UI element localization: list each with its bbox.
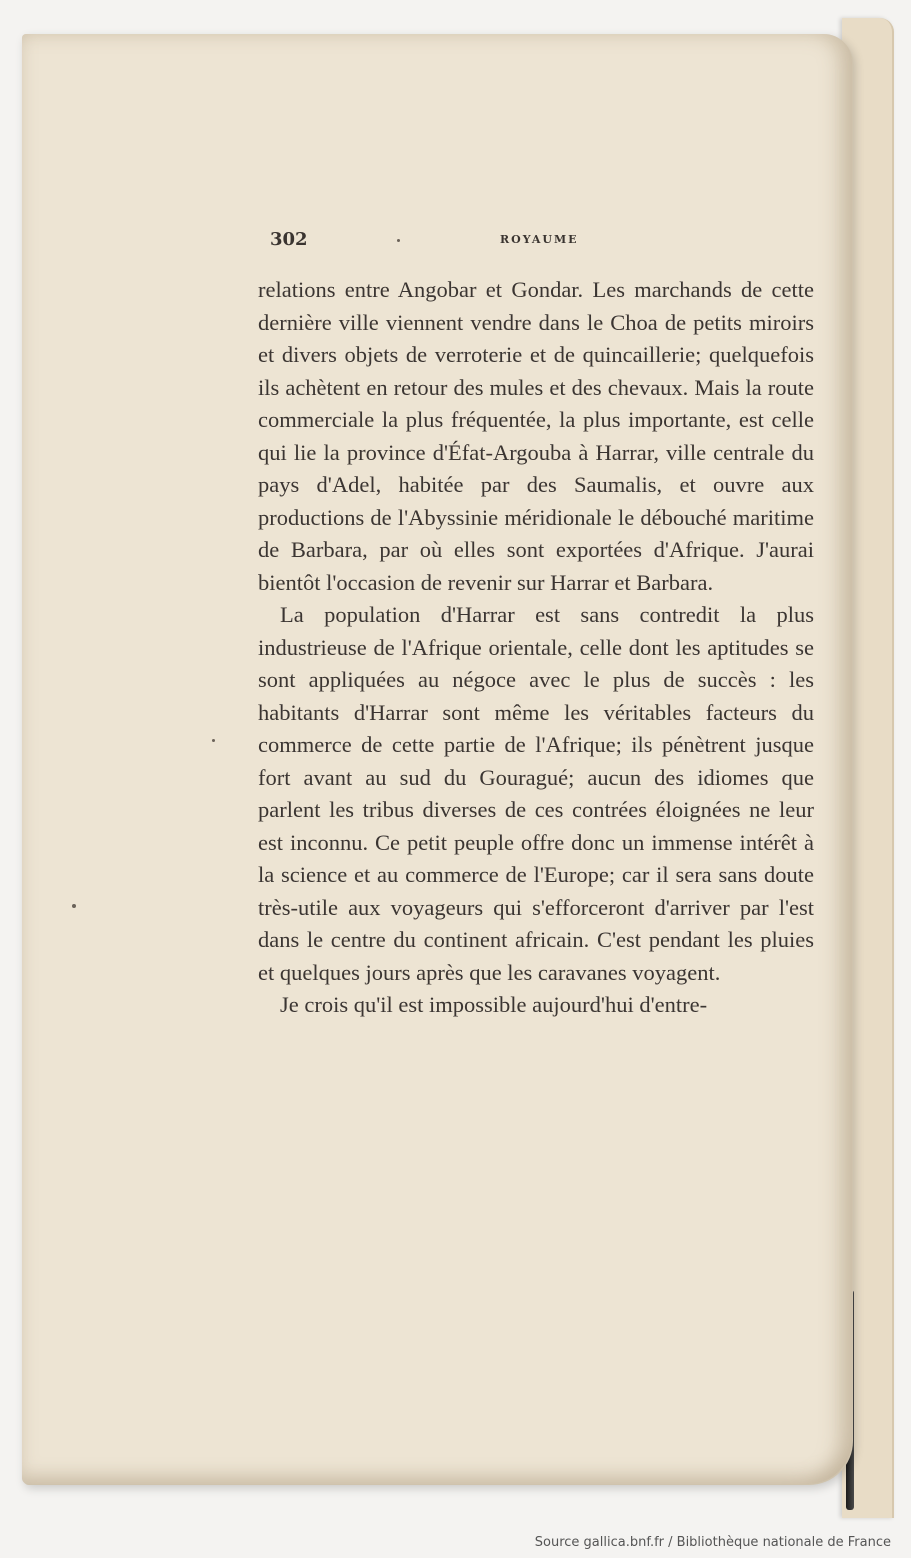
body-text — [258, 274, 814, 1022]
book-page — [22, 34, 852, 1484]
paper-speck — [397, 239, 400, 242]
paragraph: relations entre Angobar et Gondar. Les marchands de cette dernière ville viennent vendre dans le Choa de petits miroirs et divers objets de verroterie et de quincaillerie; quelquefois ils achètent en retour des mules et des chevaux. Mais la route commerciale la plus fréquentée, la plus importante, est celle qui lie la province d'Éfat-Argouba à Harrar, ville centrale du pays d'Adel, habitée par des Saumalis, et ouvre aux productions de l'Abyssinie méridionale le débouché maritime de Barbara, par où elles sont exportées d'Afrique. J'aurai bientôt l'occasion de revenir sur Harrar et Barbara. — [258, 277, 814, 595]
source-credit: Source gallica.bnf.fr / Bibliothèque nationale de France — [534, 1535, 891, 1550]
page-number: 302 — [270, 229, 308, 250]
paper-speck — [212, 739, 215, 742]
paper-speck — [72, 904, 76, 908]
paragraph: La population d'Harrar est sans contredit la plus industrieuse de l'Afrique orientale, celle dont les aptitudes se sont appliquées au négoce avec le plus de succès : les habitants d'Harrar sont même les véritables facteurs du commerce de cette partie de l'Afrique; ils pénètrent jusque fort avant au sud du Gouragué; aucun des idiomes que parlent les tribus diverses de ces contrées éloignées ne leur est inconnu. Ce petit peuple offre donc un immense intérêt à la science et au commerce de l'Europe; car il sera sans doute très-utile aux voyageurs qui s'efforceront d'arriver par l'est dans le centre du continent africain. C'est pendant les pluies et quelques jours après que les caravanes voyagent. — [258, 602, 814, 985]
paragraph: Je crois qu'il est impossible aujourd'hui d'entre- — [280, 992, 708, 1017]
running-head-title: ROYAUME — [500, 233, 579, 246]
